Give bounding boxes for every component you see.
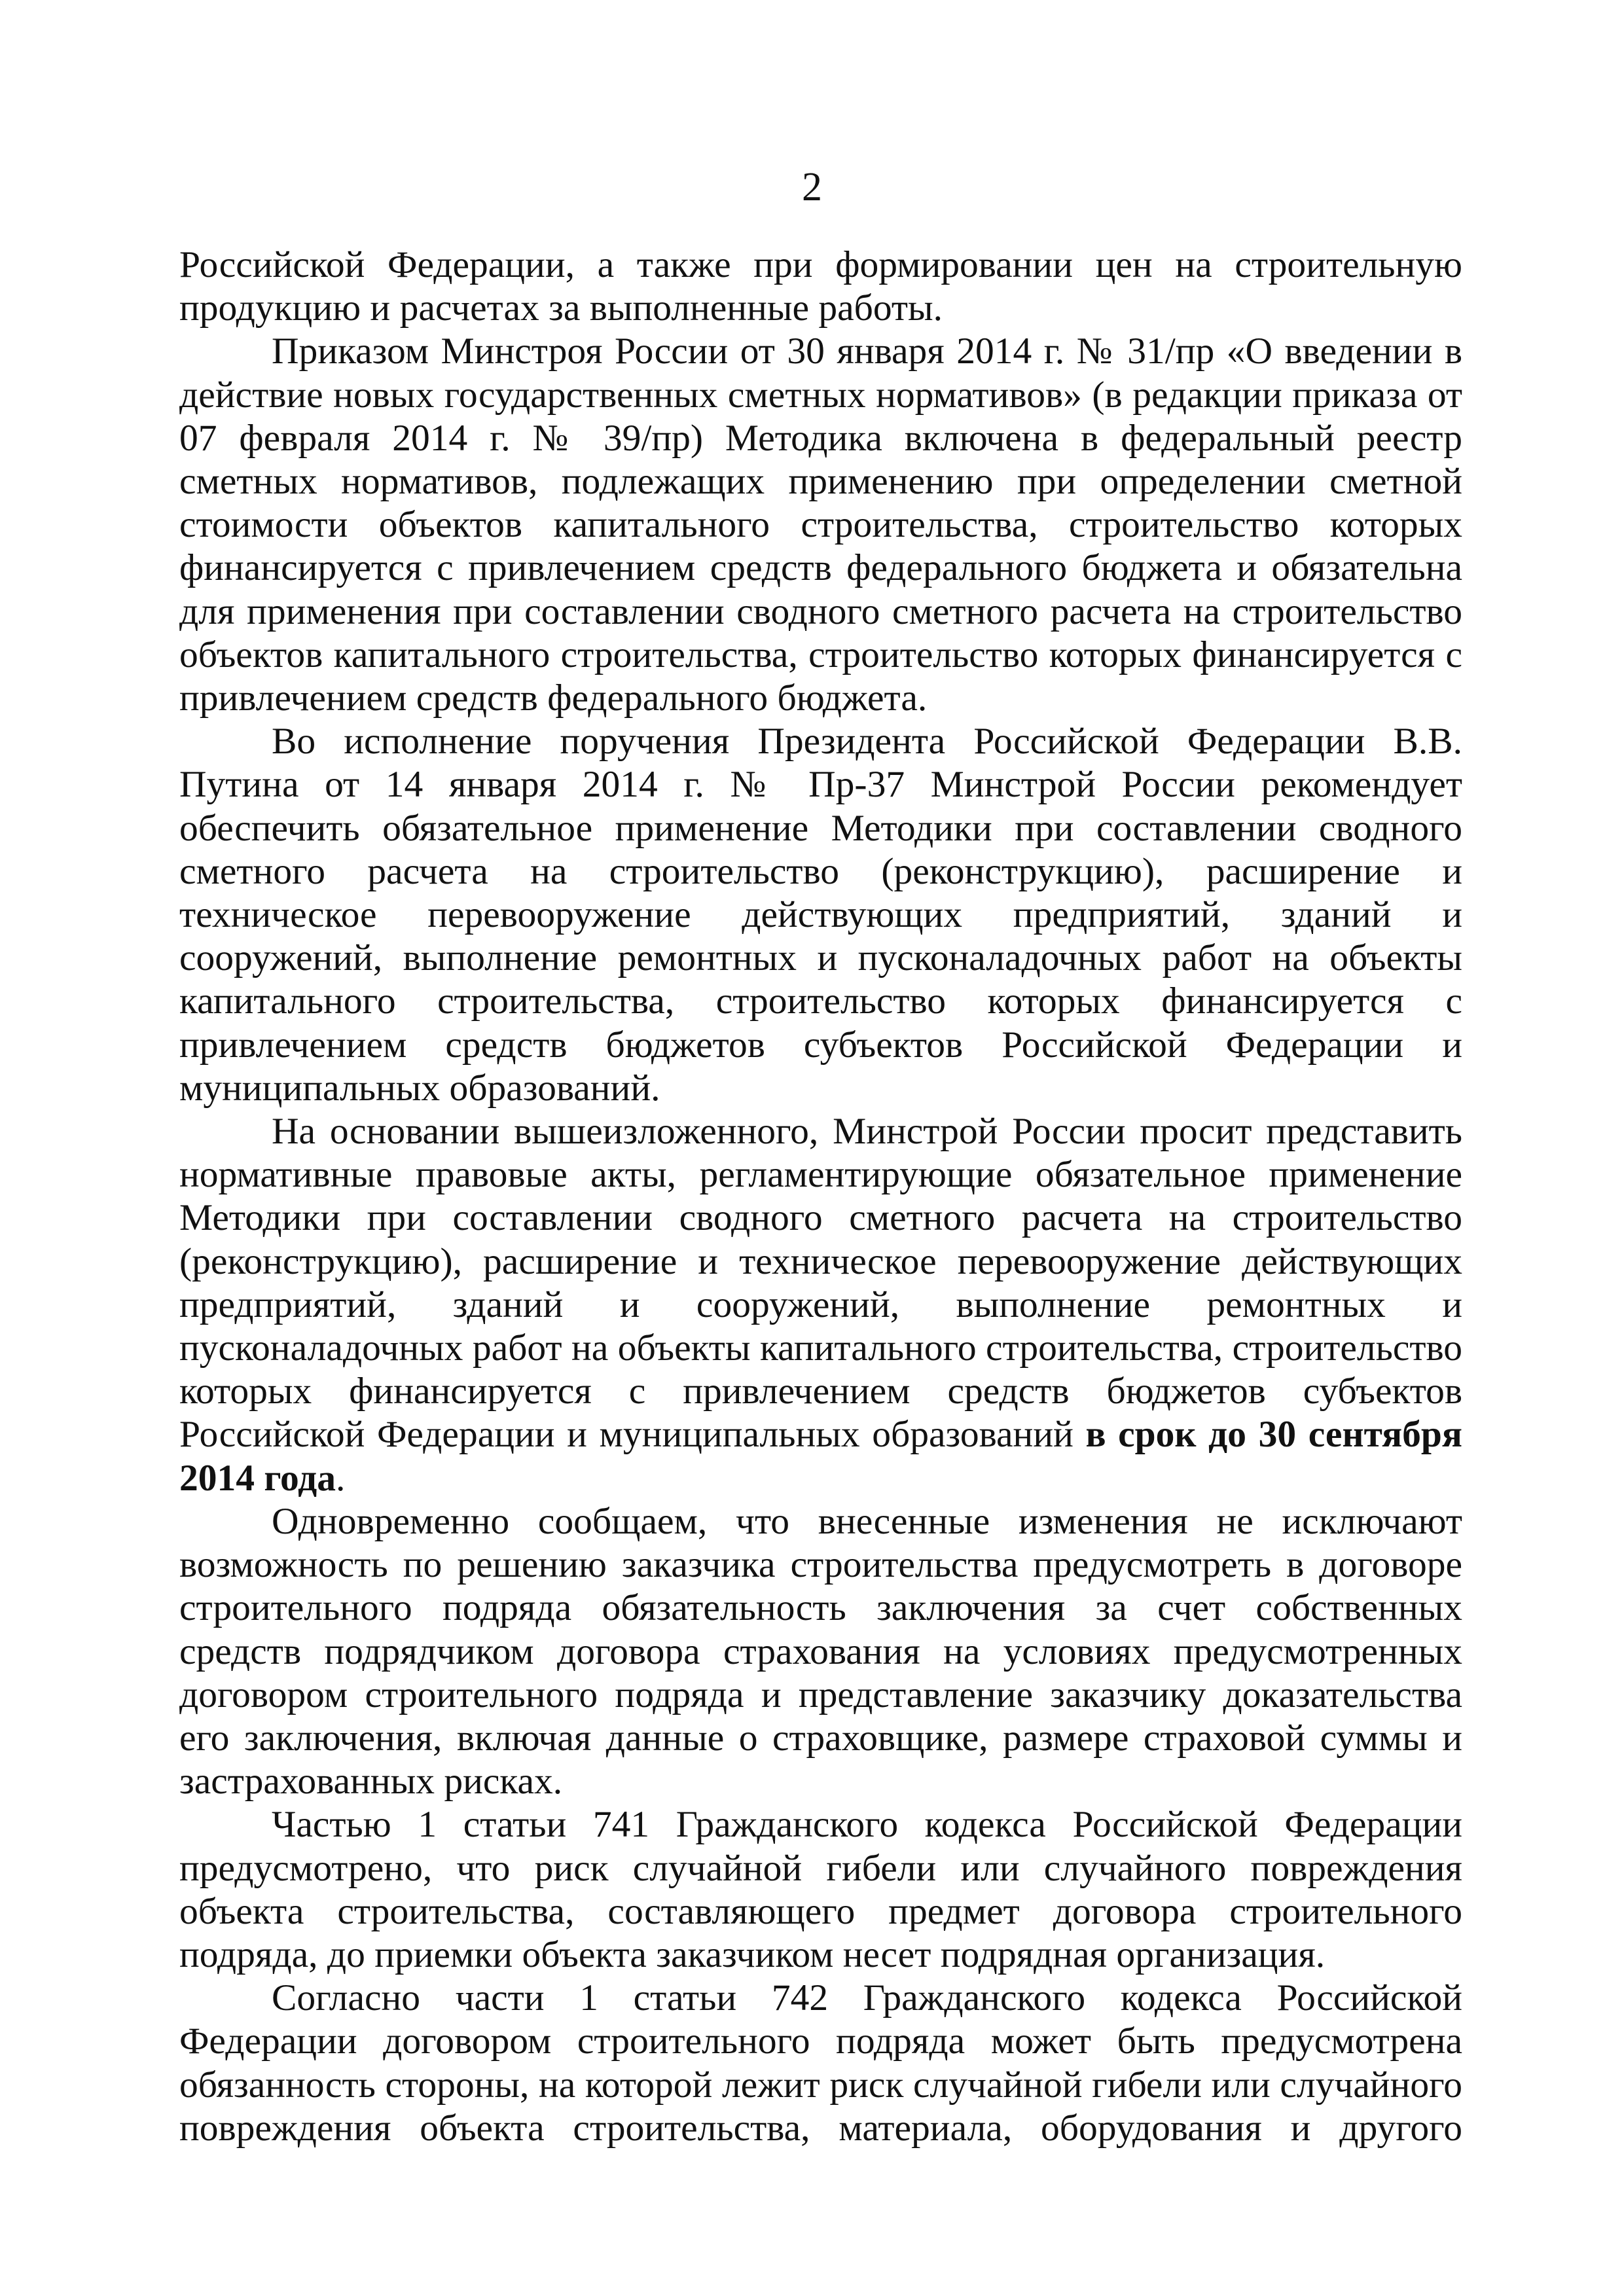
paragraph-continuation: Российской Федерации, а также при формировании цен на строительную продукцию и расчетах за выполненные работы.: [179, 244, 1462, 329]
paragraph-article-741: Частью 1 статьи 741 Гражданского кодекса Российской Федерации предусмотрено, что риск случайной гибели или случайного повреждения объекта строительства, составляющего предмет договора строительного подряда, до приемки объекта заказчиком несет подрядная организация.: [179, 1804, 1462, 1975]
document-body: [179, 243, 1462, 2150]
page-number: 2: [802, 165, 822, 209]
paragraph-article-742: Согласно части 1 статьи 742 Гражданского кодекса Российской Федерации договором строительного подряда может быть предусмотрена обязанность стороны, на которой лежит риск случайной гибели или случайного повреждения объекта строительства, материала, оборудования и другого: [179, 1977, 1462, 2149]
deadline-bold: в срок до 30 сентября 2014 года: [179, 1414, 1463, 1499]
paragraph-request: [179, 1110, 1462, 1500]
paragraph-presidential-instruction: Во исполнение поручения Президента Российской Федерации В.В. Путина от 14 января 2014 г. № Пр-37 Минстрой России рекомендует обеспечить обязательное применение Методики при составлении сводного сметного расчета на строительство (реконструкцию), расширение и техническое перевооружение действующих предприятий, зданий и сооружений, выполнение ремонтных и пусконаладочных работ на объекты капитального строительства, строительство которых финансируется с привлечением средств бюджетов субъектов Российской Федерации и муниципальных образований.: [179, 721, 1462, 1109]
request-end: .: [335, 1457, 346, 1499]
paragraph-order-31pr: Приказом Минстроя России от 30 января 2014 г. № 31/пр «О введении в действие новых государственных сметных нормативов» (в редакции приказа от 07 февраля 2014 г. № 39/пр) Методика включена в федеральный реестр сметных нормативов, подлежащих применению при определении сметной стоимости объектов капитального строительства, строительство которых финансируется с привлечением средств федерального бюджета и обязательна для применения при составлении сводного сметного расчета на строительство объектов капитального строительства, строительство которых финансируется с привлечением средств федерального бюджета.: [179, 331, 1462, 719]
paragraph-insurance-notice: Одновременно сообщаем, что внесенные изменения не исключают возможность по решению заказчика строительства предусмотреть в договоре строительного подряда обязательность заключения за счет собственных средств подрядчиком договора страхования на условиях предусмотренных договором строительного подряда и представление заказчику доказательства его заключения, включая данные о страховщике, размере страховой суммы и застрахованных рисках.: [179, 1500, 1462, 1803]
request-text: На основании вышеизложенного, Минстрой России просит представить нормативные правовые акты, регламентирующие обязательное применение Методики при составлении сводного сметного расчета на строительство (реконструкцию), расширение и техническое перевооружение действующих предприятий, зданий и сооружений, выполнение ремонтных и пусконаладочных работ на объекты капитального строительства, строительство которых финансируется с привлечением средств бюджетов субъектов Российской Федерации и муниципальных образований: [179, 1111, 1462, 1456]
